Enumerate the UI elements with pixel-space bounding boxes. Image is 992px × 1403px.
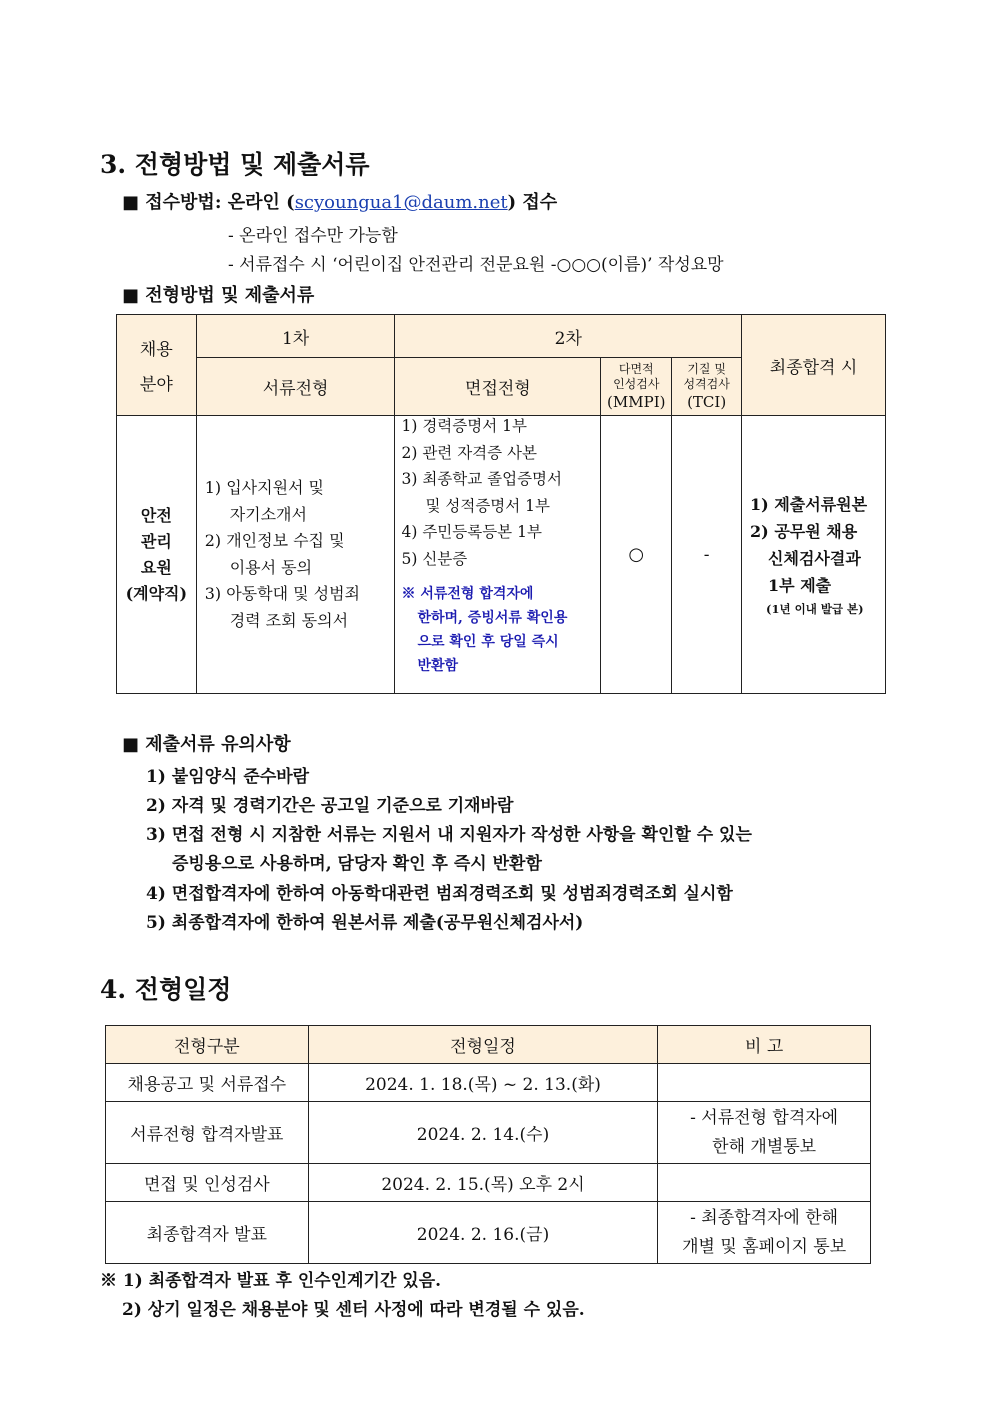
receipt-label: ■ 접수방법: 온라인 ( — [122, 192, 295, 213]
schedule-type: 채용공고 및 서류접수 — [106, 1064, 309, 1102]
interview-note-line: 으로 확인 후 당일 즉시 — [417, 634, 559, 650]
table-row — [106, 1064, 871, 1102]
schedule-table — [105, 1025, 871, 1264]
header-tci — [672, 358, 742, 416]
footnote: 2) 상기 일정은 채용분야 및 센터 사정에 따라 변경될 수 있음. — [122, 1300, 585, 1320]
interview-note-line: 한하며, 증빙서류 확인용 — [417, 610, 568, 626]
interview-note-line: ※ 서류전형 합격자에 — [401, 586, 534, 602]
final-item: 2) 공무원 채용 — [750, 521, 858, 541]
doc-item: 2) 개인정보 수집 및 — [204, 531, 345, 550]
schedule-note — [658, 1202, 871, 1264]
receipt-suffix: ) 접수 — [507, 192, 558, 213]
schedule-note — [658, 1102, 871, 1164]
section4-title: 4. 전형일정 — [100, 975, 232, 1004]
field-line: (계약직) — [125, 583, 188, 603]
method-table — [116, 314, 886, 694]
field-line: 요원 — [140, 557, 172, 577]
schedule-header-note: 비 고 — [658, 1026, 871, 1064]
email-link[interactable]: scyoungua1@daum.net — [294, 192, 508, 213]
field-line: 안전 — [140, 505, 172, 525]
interview-doc-item: 3) 최종학교 졸업증명서 — [401, 470, 563, 488]
method-heading: ■ 전형방법 및 제출서류 — [122, 285, 315, 306]
header-mmpi-line: (MMPI) — [607, 392, 666, 411]
interview-doc-item: 5) 신분증 — [401, 549, 468, 568]
field-line: 관리 — [140, 531, 172, 551]
doc-item: 경력 조회 동의서 — [229, 610, 349, 630]
header-field-line: 채용 — [139, 340, 173, 360]
header-tci-line: (TCI) — [687, 392, 727, 411]
table-row — [106, 1202, 871, 1264]
caution-item: 1) 붙임양식 준수바람 — [146, 767, 310, 787]
interview-note-line: 반환함 — [417, 658, 459, 674]
caution-item: 4) 면접합격자에 한하여 아동학대관련 범죄경력조회 및 성범죄경력조회 실시함 — [146, 884, 733, 904]
header-mmpi — [601, 358, 672, 416]
schedule-type: 면접 및 인성검사 — [106, 1164, 309, 1202]
header-mmpi-line: 다면적 — [618, 361, 654, 376]
tci-value: - — [672, 416, 742, 694]
receipt-method — [122, 188, 557, 214]
doc-item: 3) 아동학대 및 성범죄 — [204, 584, 361, 603]
schedule-type: 서류전형 합격자발표 — [106, 1102, 309, 1164]
interview-doc-item: 및 성적증명서 1부 — [425, 496, 551, 515]
doc-item: 1) 입사지원서 및 — [204, 478, 325, 497]
header-tci-line: 기질 및 — [687, 361, 726, 376]
schedule-type: 최종합격자 발표 — [106, 1202, 309, 1264]
schedule-header-date: 전형일정 — [308, 1026, 658, 1064]
header-field — [117, 315, 197, 416]
caution-item: 5) 최종합격자에 한하여 원본서류 제출(공무원신체검사서) — [146, 913, 584, 933]
footnote: ※ 1) 최종합격자 발표 후 인수인계기간 있음. — [100, 1271, 442, 1291]
schedule-date: 2024. 1. 18.(목) ~ 2. 13.(화) — [308, 1064, 658, 1102]
caution-item: 3) 면접 전형 시 지참한 서류는 지원서 내 지원자가 작성한 사항을 확인할 수 있는 — [146, 825, 752, 845]
mmpi-value: ○ — [601, 416, 672, 694]
final-docs — [742, 416, 886, 694]
header-doc-screening: 서류전형 — [196, 358, 395, 416]
header-stage1: 1차 — [196, 315, 395, 358]
schedule-note-line: 한해 개별통보 — [712, 1136, 817, 1157]
schedule-date: 2024. 2. 14.(수) — [308, 1102, 658, 1164]
final-item: 1부 제출 — [768, 575, 832, 595]
schedule-note-line: 개별 및 홈페이지 통보 — [682, 1236, 847, 1257]
final-item: 신체검사결과 — [768, 548, 861, 568]
receipt-note-1: - 온라인 접수만 가능함 — [228, 226, 398, 246]
section3-title: 3. 전형방법 및 제출서류 — [100, 150, 370, 179]
receipt-note-2: - 서류접수 시 ‘어린이집 안전관리 전문요원 -○○○(이름)’ 작성요망 — [228, 255, 724, 275]
header-field-line: 분야 — [139, 375, 173, 395]
schedule-header-type: 전형구분 — [106, 1026, 309, 1064]
header-final: 최종합격 시 — [742, 315, 886, 416]
interview-doc-item: 1) 경력증명서 1부 — [401, 417, 527, 435]
schedule-note — [658, 1164, 871, 1202]
schedule-date: 2024. 2. 16.(금) — [308, 1202, 658, 1264]
field-cell — [117, 416, 197, 694]
interview-doc-item: 4) 주민등록등본 1부 — [401, 523, 542, 541]
header-stage2: 2차 — [395, 315, 742, 358]
doc-item: 이용서 동의 — [229, 557, 313, 577]
caution-item: 2) 자격 및 경력기간은 공고일 기준으로 기재바람 — [146, 796, 514, 816]
final-item: (1년 이내 발급 본) — [766, 601, 864, 616]
header-mmpi-line: 인성검사 — [613, 376, 660, 391]
table-row — [106, 1102, 871, 1164]
schedule-note — [658, 1064, 871, 1102]
schedule-date: 2024. 2. 15.(목) 오후 2시 — [308, 1164, 658, 1202]
interview-docs — [395, 416, 601, 694]
header-interview: 면접전형 — [395, 358, 601, 416]
doc-list — [196, 416, 395, 694]
header-tci-line: 성격검사 — [683, 376, 730, 391]
final-item: 1) 제출서류원본 — [750, 494, 868, 514]
interview-doc-item: 2) 관련 자격증 사본 — [401, 443, 537, 462]
caution-item: 증빙용으로 사용하며, 담당자 확인 후 즉시 반환함 — [172, 854, 542, 874]
caution-heading: ■ 제출서류 유의사항 — [122, 734, 291, 755]
table-row — [106, 1164, 871, 1202]
doc-item: 자기소개서 — [229, 504, 307, 524]
schedule-note-line: - 최종합격자에 한해 — [690, 1207, 839, 1228]
schedule-note-line: - 서류전형 합격자에 — [690, 1107, 839, 1128]
